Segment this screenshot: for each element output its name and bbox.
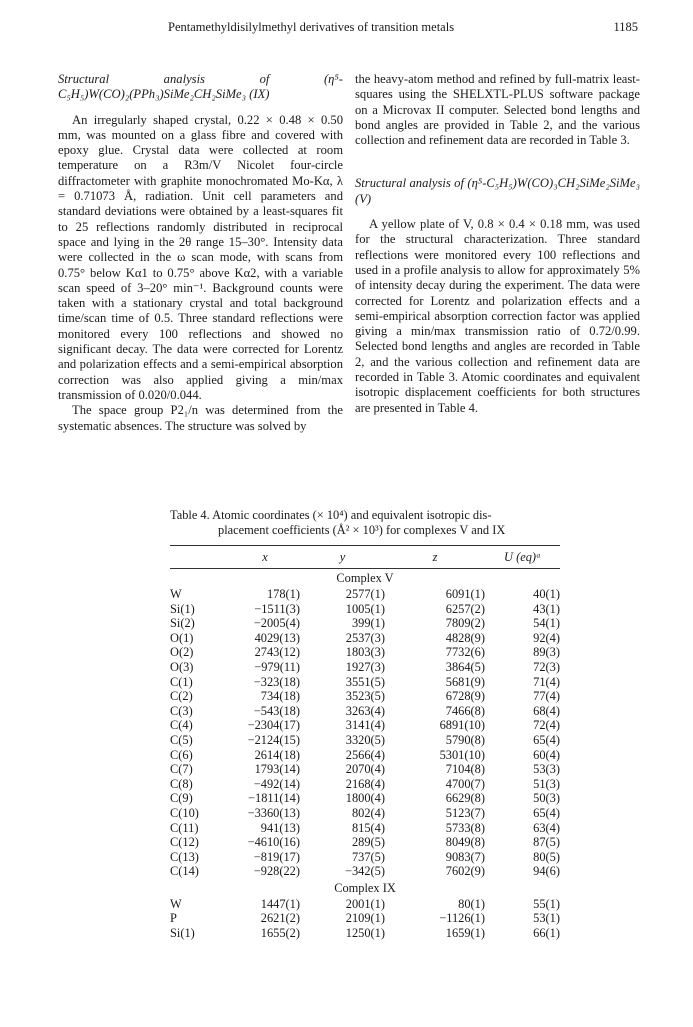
x-value: −2304(17) bbox=[247, 718, 300, 733]
table-body bbox=[170, 569, 560, 941]
atom-label: C(4) bbox=[170, 718, 193, 733]
z-value: 6091(1) bbox=[445, 587, 485, 601]
z-value: 1659(1) bbox=[445, 926, 485, 941]
y-value: 1803(3) bbox=[345, 645, 385, 660]
ueq-value: 63(4) bbox=[533, 820, 560, 835]
table-header-row bbox=[170, 546, 560, 568]
atom-label: W bbox=[170, 896, 182, 911]
y-value: 2537(3) bbox=[345, 630, 385, 645]
x-value: −979(11) bbox=[254, 659, 300, 674]
table-section-header bbox=[170, 879, 560, 897]
coordinates-table bbox=[170, 546, 560, 941]
y-value: 2001(1) bbox=[345, 896, 385, 911]
y-value: 737(5) bbox=[351, 849, 385, 864]
y-value: 1927(3) bbox=[345, 659, 385, 674]
table-row bbox=[170, 587, 560, 602]
x-value: 2621(2) bbox=[260, 911, 300, 926]
table-row bbox=[170, 675, 560, 690]
y-value: 2566(4) bbox=[345, 747, 385, 762]
y-value: 802(4) bbox=[351, 805, 385, 820]
z-value: 4828(9) bbox=[445, 630, 485, 645]
section-heading-ix: Structural analysis of (η⁵-C₅H₅)W(CO)₂(PPh₃)SiMe₂CH₂SiMe₃ (IX) bbox=[58, 72, 343, 102]
z-value: 5681(9) bbox=[445, 674, 485, 689]
x-value: 941(13) bbox=[260, 820, 300, 835]
table-section-header bbox=[170, 569, 560, 587]
ueq-value: 51(3) bbox=[533, 776, 560, 791]
table-row bbox=[170, 821, 560, 836]
table-row bbox=[170, 864, 560, 879]
ueq-value: 65(4) bbox=[533, 805, 560, 820]
header-y: y bbox=[339, 549, 346, 564]
ueq-value: 54(1) bbox=[533, 616, 560, 631]
y-value: 3523(5) bbox=[345, 689, 385, 704]
table-row bbox=[170, 631, 560, 646]
x-value: 2743(12) bbox=[254, 645, 300, 660]
x-value: −543(18) bbox=[253, 703, 300, 718]
ueq-value: 68(4) bbox=[533, 703, 560, 718]
ueq-value: 50(3) bbox=[533, 791, 560, 806]
header-ueq: U (eq)ᵃ bbox=[504, 549, 541, 564]
y-value: 3141(4) bbox=[345, 718, 385, 733]
page-number: 1185 bbox=[613, 20, 638, 34]
ueq-value: 65(4) bbox=[533, 732, 560, 747]
atom-label: C(14) bbox=[170, 864, 199, 879]
table-row bbox=[170, 704, 560, 719]
z-value: 7809(2) bbox=[445, 616, 485, 631]
table-row bbox=[170, 850, 560, 865]
z-value: 6257(2) bbox=[445, 601, 485, 616]
section-label: Complex IX bbox=[334, 880, 396, 895]
z-value: −1126(1) bbox=[439, 911, 485, 926]
atom-label: C(1) bbox=[170, 674, 193, 689]
ueq-value: 89(3) bbox=[533, 645, 560, 660]
table-row bbox=[170, 911, 560, 926]
ueq-value: 66(1) bbox=[533, 926, 560, 941]
z-value: 7466(8) bbox=[445, 703, 485, 718]
y-value: 2577(1) bbox=[345, 587, 385, 601]
table-row bbox=[170, 660, 560, 675]
z-value: 6891(10) bbox=[439, 718, 485, 733]
x-value: 1447(1) bbox=[260, 896, 300, 911]
x-value: 178(1) bbox=[266, 587, 300, 601]
atom-label: Si(1) bbox=[170, 601, 195, 616]
atom-label: W bbox=[170, 587, 182, 601]
x-value: −928(22) bbox=[253, 864, 300, 879]
table-row bbox=[170, 733, 560, 748]
x-value: −1811(14) bbox=[248, 791, 300, 806]
atom-label: C(7) bbox=[170, 762, 193, 777]
table-row bbox=[170, 835, 560, 850]
z-value: 5123(7) bbox=[445, 805, 485, 820]
y-value: 1250(1) bbox=[345, 926, 385, 941]
y-value: 3263(4) bbox=[345, 703, 385, 718]
atom-label: C(2) bbox=[170, 689, 193, 704]
paragraph-crystal-ix: An irregularly shaped crystal, 0.22 × 0.48 × 0.50 mm, was mounted on a glass fibre and covered with epoxy glue. Crystal data were collected at room temperature on a R3m/V Nicolet four-circle diffractometer with graphite monochromated Mo-Kα, λ = 0.71073 Å, radiation. Unit cell parameters and standard deviations were obtained by a least-squares fit to 25 reflections randomly distributed in reciprocal space and lying in the 2θ range 15–30°. Intensity data were collected in the ω scan mode, with scans from 0.75° below Kα1 to 0.75° above Kα2, with a variable scan speed of 3–20° min⁻¹. Background counts were taken with a stationary crystal and total background time/scan time of 0.5. Three standard reflections were monitored every 100 reflections and showed no significant decay. The data were corrected for Lorentz and polarization effects and a semi-empirical absorption correction was also applied giving a min/max transmission of 0.020/0.044. bbox=[58, 112, 343, 402]
x-value: 1793(14) bbox=[254, 762, 300, 777]
z-value: 5733(8) bbox=[445, 820, 485, 835]
x-value: −3360(13) bbox=[247, 805, 300, 820]
atom-label: Si(2) bbox=[170, 616, 195, 631]
z-value: 7104(8) bbox=[445, 762, 485, 777]
ueq-value: 94(6) bbox=[533, 864, 560, 879]
z-value: 6728(9) bbox=[445, 689, 485, 704]
ueq-value: 80(5) bbox=[533, 849, 560, 864]
z-value: 5790(8) bbox=[445, 732, 485, 747]
atom-label: C(13) bbox=[170, 849, 199, 864]
atom-label: Si(1) bbox=[170, 926, 195, 941]
paragraph-refinement: the heavy-atom method and refined by full-matrix least-squares using the SHELXTL-PLUS software package on a Microvax II computer. Selected bond lengths and bond angles are provided in Table 2, and the various collection and refinement data are recorded in Table 3. bbox=[355, 72, 640, 148]
section-heading-v: Structural analysis of (η⁵-C₅H₅)W(CO)₃CH₂SiMe₂SiMe₃ (V) bbox=[355, 176, 640, 206]
ueq-value: 53(1) bbox=[533, 911, 560, 926]
z-value: 5301(10) bbox=[439, 747, 485, 762]
z-value: 7602(9) bbox=[445, 864, 485, 879]
ueq-value: 43(1) bbox=[533, 601, 560, 616]
x-value: −323(18) bbox=[253, 674, 300, 689]
atom-label: C(11) bbox=[170, 820, 199, 835]
z-value: 6629(8) bbox=[445, 791, 485, 806]
table-row bbox=[170, 718, 560, 733]
atom-label: C(9) bbox=[170, 791, 193, 806]
atom-label: C(12) bbox=[170, 835, 199, 850]
ueq-value: 53(3) bbox=[533, 762, 560, 777]
ueq-value: 55(1) bbox=[533, 896, 560, 911]
y-value: 1005(1) bbox=[345, 601, 385, 616]
left-column bbox=[58, 72, 343, 434]
y-value: 3320(5) bbox=[345, 732, 385, 747]
header-atom bbox=[170, 546, 230, 568]
y-value: 289(5) bbox=[351, 835, 385, 850]
z-value: 8049(8) bbox=[445, 835, 485, 850]
x-value: 1655(2) bbox=[260, 926, 300, 941]
y-value: 815(4) bbox=[351, 820, 385, 835]
atom-label: C(10) bbox=[170, 805, 199, 820]
ueq-value: 71(4) bbox=[533, 674, 560, 689]
z-value: 3864(5) bbox=[445, 659, 485, 674]
table-4 bbox=[170, 508, 560, 941]
x-value: −819(17) bbox=[253, 849, 300, 864]
ueq-value: 77(4) bbox=[533, 689, 560, 704]
y-value: 2109(1) bbox=[345, 911, 385, 926]
table-row bbox=[170, 602, 560, 617]
x-value: −2005(4) bbox=[253, 616, 300, 631]
x-value: 2614(18) bbox=[254, 747, 300, 762]
table-row bbox=[170, 897, 560, 912]
table-row bbox=[170, 777, 560, 792]
table-row bbox=[170, 806, 560, 821]
ueq-value: 72(4) bbox=[533, 718, 560, 733]
table-row bbox=[170, 762, 560, 777]
table-row bbox=[170, 791, 560, 806]
ueq-value: 60(4) bbox=[533, 747, 560, 762]
atom-label: O(1) bbox=[170, 630, 194, 645]
z-value: 80(1) bbox=[458, 896, 485, 911]
y-value: 2070(4) bbox=[345, 762, 385, 777]
table-row bbox=[170, 926, 560, 941]
y-value: 2168(4) bbox=[345, 776, 385, 791]
atom-label: O(3) bbox=[170, 659, 194, 674]
table-row bbox=[170, 616, 560, 631]
ueq-value: 72(3) bbox=[533, 659, 560, 674]
x-value: −2124(15) bbox=[247, 732, 300, 747]
ueq-value: 92(4) bbox=[533, 630, 560, 645]
atom-label: C(6) bbox=[170, 747, 193, 762]
y-value: 1800(4) bbox=[345, 791, 385, 806]
table-row bbox=[170, 748, 560, 763]
atom-label: C(8) bbox=[170, 776, 193, 791]
ueq-value: 40(1) bbox=[533, 587, 560, 601]
z-value: 4700(7) bbox=[445, 776, 485, 791]
y-value: −342(5) bbox=[344, 864, 385, 879]
paragraph-crystal-v: A yellow plate of V, 0.8 × 0.4 × 0.18 mm, was used for the structural characterization. Three standard reflections were monitored every 100 reflections and used in a profile analysis to allow for approximately 5% of intensity decay during the experiment. The data were corrected for Lorentz and polarization effects and a semi-empirical absorption correction factor was applied giving a min/max transmission ratio of 0.72/0.99. Selected bond lengths and angles are recorded in Table 2, and the various collection and refinement data are recorded in Table 3. Atomic coordinates and equivalent isotropic displacement coefficients for both structures are presented in Table 4. bbox=[355, 217, 640, 415]
x-value: −4610(16) bbox=[247, 835, 300, 850]
header-z: z bbox=[432, 549, 438, 564]
table-row bbox=[170, 689, 560, 704]
ueq-value: 87(5) bbox=[533, 835, 560, 850]
paragraph-space-group: The space group P2₁/n was determined from the systematic absences. The structure was solved by bbox=[58, 403, 343, 433]
atom-label: C(3) bbox=[170, 703, 193, 718]
header-x: x bbox=[262, 549, 268, 564]
right-column bbox=[355, 72, 640, 416]
atom-label: O(2) bbox=[170, 645, 194, 660]
section-label: Complex V bbox=[336, 570, 394, 585]
x-value: −1511(3) bbox=[254, 601, 300, 616]
table-caption: Table 4. Atomic coordinates (× 10⁴) and equivalent isotropic dis- placement coefficients (Å² × 10³) for complexes V and IX bbox=[170, 508, 506, 537]
atom-label: P bbox=[170, 911, 177, 926]
x-value: 734(18) bbox=[260, 689, 300, 704]
running-title: Pentamethyldisilylmethyl derivatives of transition metals bbox=[168, 20, 455, 34]
x-value: −492(14) bbox=[253, 776, 300, 791]
table-row bbox=[170, 645, 560, 660]
x-value: 4029(13) bbox=[254, 630, 300, 645]
z-value: 9083(7) bbox=[445, 849, 485, 864]
y-value: 399(1) bbox=[351, 616, 385, 631]
z-value: 7732(6) bbox=[445, 645, 485, 660]
y-value: 3551(5) bbox=[345, 674, 385, 689]
atom-label: C(5) bbox=[170, 732, 193, 747]
